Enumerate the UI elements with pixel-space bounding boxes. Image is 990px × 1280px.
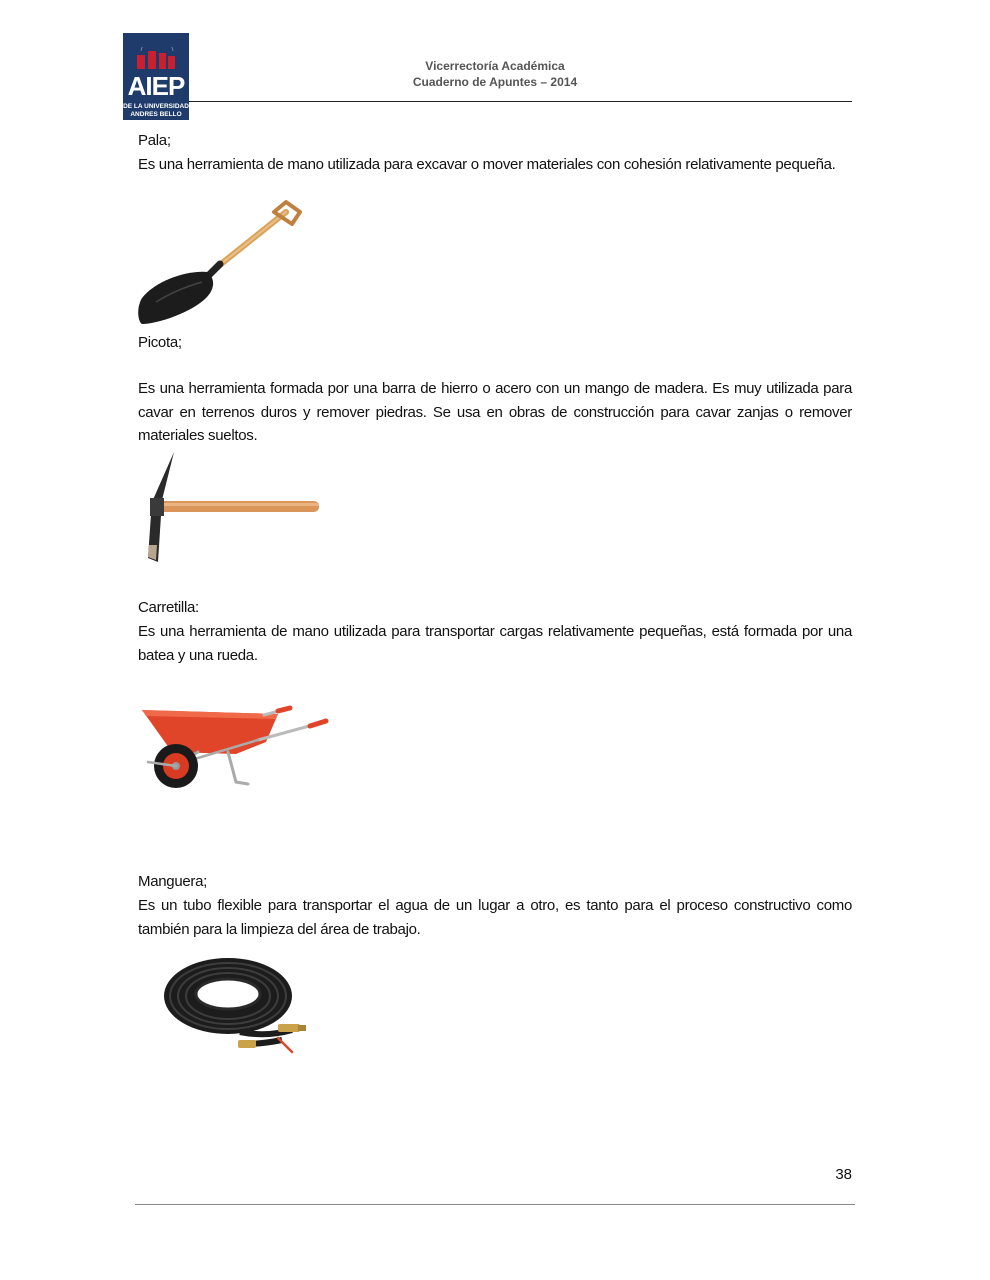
section-picota-title: Picota; [138, 334, 182, 351]
logo-subtitle [123, 103, 189, 119]
section-manguera-title: Manguera; [138, 873, 208, 890]
wheelbarrow-icon [138, 702, 330, 794]
hose-icon [160, 952, 310, 1062]
logo-towers-icon [135, 47, 177, 69]
header-line1: Vicerrectoría Académica [425, 59, 565, 73]
page-header [300, 58, 690, 90]
logo-subtitle-line1: DE LA UNIVERSIDAD [123, 103, 189, 110]
pickaxe-icon [136, 450, 326, 565]
section-pala-description: Es una herramienta de mano utilizada para excavar o mover materiales con cohesión relativamente pequeña. [138, 156, 836, 173]
section-picota-description: Es una herramienta formada por una barra de hierro o acero con un mango de madera. Es muy utilizada para cavar en terrenos duros y remover piedras. Se usa en obras de construcción para cavar zanjas o remover materiales sueltos. [138, 380, 852, 444]
logo-text: AIEP [127, 71, 185, 101]
page-number: 38 [835, 1166, 852, 1183]
aiep-logo [123, 33, 189, 120]
section-pala-title: Pala; [138, 132, 171, 149]
section-manguera-description: Es un tubo flexible para transportar el agua de un lugar a otro, es tanto para el proceso constructivo como también para la limpieza del área de trabajo. [138, 897, 852, 938]
shovel-icon [136, 198, 306, 330]
section-carretilla-description: Es una herramienta de mano utilizada para transportar cargas relativamente pequeñas, está formada por una batea y una rueda. [138, 623, 852, 664]
logo-subtitle-line2: ANDRES BELLO [130, 111, 182, 118]
header-rule [189, 101, 852, 102]
footer-rule [135, 1204, 855, 1205]
section-carretilla-title: Carretilla: [138, 599, 199, 616]
header-line2: Cuaderno de Apuntes – 2014 [412, 75, 578, 89]
